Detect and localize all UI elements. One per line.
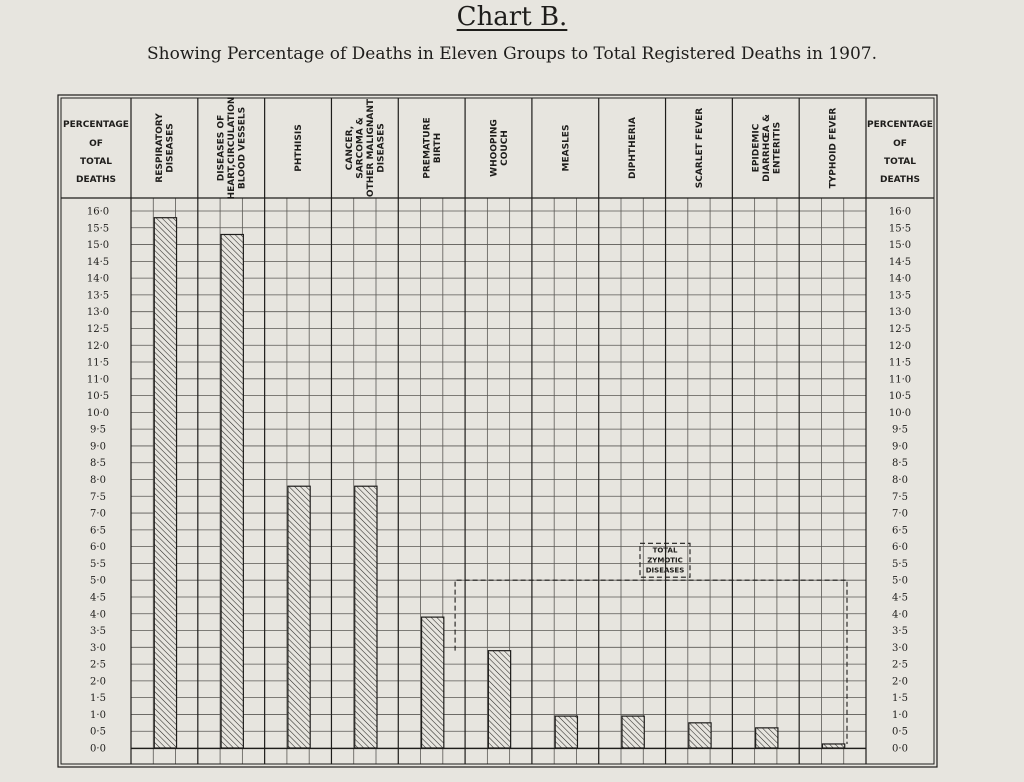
category-label-2-3: BLOOD VESSELS bbox=[237, 106, 248, 190]
tick-right-28: 14·0 bbox=[888, 273, 912, 285]
tick-left-32: 16·0 bbox=[86, 206, 110, 218]
tick-left-16: 8·0 bbox=[90, 475, 106, 486]
bar-5 bbox=[422, 617, 444, 748]
tick-right-25: 12·5 bbox=[888, 323, 912, 335]
category-label-10-3: ENTERITIS bbox=[772, 121, 783, 175]
bar-10 bbox=[756, 728, 778, 748]
bar-2 bbox=[221, 234, 243, 748]
tick-left-1: 0·5 bbox=[90, 726, 106, 738]
tick-left-3: 1·5 bbox=[90, 693, 106, 705]
tick-left-26: 13·0 bbox=[86, 307, 110, 319]
tick-right-12: 6·0 bbox=[892, 542, 908, 554]
tick-left-29: 14·5 bbox=[86, 256, 110, 268]
category-label-9-1: SCARLET FEVER bbox=[694, 107, 705, 189]
tick-right-3: 1·5 bbox=[892, 693, 908, 705]
tick-right-0: 0·0 bbox=[892, 743, 908, 755]
tick-left-17: 8·5 bbox=[90, 458, 106, 470]
tick-left-2: 1·0 bbox=[90, 709, 106, 721]
axis-header-left-2: OF bbox=[89, 139, 103, 149]
tick-left-12: 6·0 bbox=[90, 542, 106, 554]
tick-right-4: 2·0 bbox=[892, 676, 908, 688]
tick-left-13: 6·5 bbox=[90, 525, 106, 537]
category-label-10-2: DIARRHŒA & bbox=[761, 114, 772, 182]
tick-left-14: 7·0 bbox=[90, 508, 106, 520]
tick-right-16: 8·0 bbox=[892, 475, 908, 486]
tick-left-15: 7·5 bbox=[90, 491, 106, 503]
bar-11 bbox=[822, 744, 844, 748]
category-label-8-1: DIPHTHERIA bbox=[628, 116, 639, 180]
tick-right-30: 15·0 bbox=[888, 240, 912, 252]
tick-right-20: 10·0 bbox=[888, 407, 912, 419]
tick-right-26: 13·0 bbox=[888, 307, 912, 319]
tick-right-24: 12·0 bbox=[888, 340, 912, 352]
tick-right-15: 7·5 bbox=[892, 491, 908, 503]
category-label-5-2: BIRTH bbox=[432, 132, 443, 164]
tick-right-2: 1·0 bbox=[892, 709, 908, 721]
tick-right-29: 14·5 bbox=[888, 256, 912, 268]
tick-left-28: 14·0 bbox=[86, 273, 110, 285]
axis-header-right-2: OF bbox=[893, 139, 907, 149]
axis-header-left-1: PERCENTAGE bbox=[63, 120, 129, 130]
tick-right-23: 11·5 bbox=[888, 357, 912, 369]
zymotic-bracket bbox=[455, 580, 847, 744]
tick-left-4: 2·0 bbox=[90, 676, 106, 688]
zymotic-label-3: DISEASES bbox=[645, 566, 685, 575]
tick-right-31: 15·5 bbox=[888, 223, 912, 235]
category-label-6-2: COUCH bbox=[499, 130, 510, 166]
tick-left-9: 4·5 bbox=[90, 592, 106, 604]
tick-right-1: 0·5 bbox=[892, 726, 908, 738]
tick-left-5: 2·5 bbox=[90, 659, 106, 671]
category-label-6-1: WHOOPING bbox=[489, 119, 500, 177]
tick-left-19: 9·5 bbox=[90, 424, 106, 436]
category-label-4-1: CANCER, bbox=[345, 125, 356, 171]
tick-left-31: 15·5 bbox=[86, 223, 110, 235]
category-label-4-4: DISEASES bbox=[376, 123, 387, 173]
tick-right-32: 16·0 bbox=[888, 206, 912, 218]
tick-right-13: 6·5 bbox=[892, 525, 908, 537]
tick-right-22: 11·0 bbox=[888, 374, 912, 386]
chart-subtitle: Showing Percentage of Deaths in Eleven Groups to Total Registered Deaths in 1907. bbox=[146, 44, 878, 64]
tick-left-23: 11·5 bbox=[86, 357, 110, 369]
category-label-1-1: RESPIRATORY bbox=[155, 113, 166, 183]
category-label-7-1: MEASLES bbox=[561, 124, 572, 172]
tick-right-7: 3·5 bbox=[892, 626, 908, 638]
tick-left-21: 10·5 bbox=[86, 391, 110, 403]
tick-right-6: 3·0 bbox=[892, 642, 908, 654]
bar-9 bbox=[689, 723, 711, 748]
tick-right-11: 5·5 bbox=[892, 558, 908, 570]
category-label-10-1: EPIDEMIC bbox=[751, 123, 762, 173]
tick-right-8: 4·0 bbox=[892, 609, 908, 621]
bar-8 bbox=[622, 716, 644, 748]
category-label-1-2: DISEASES bbox=[165, 123, 176, 173]
axis-header-right-3: TOTAL bbox=[884, 157, 916, 167]
axis-header-left-4: DEATHS bbox=[75, 175, 117, 185]
tick-left-8: 4·0 bbox=[90, 609, 106, 621]
category-label-4-2: SARCOMA & bbox=[355, 117, 366, 179]
category-label-4-3: OTHER MALIGNANT bbox=[366, 98, 377, 198]
tick-right-9: 4·5 bbox=[892, 592, 908, 604]
zymotic-label-1: TOTAL bbox=[652, 546, 678, 555]
tick-right-5: 2·5 bbox=[892, 659, 908, 671]
category-label-3-1: PHTHISIS bbox=[294, 124, 305, 172]
tick-left-11: 5·5 bbox=[90, 558, 106, 570]
tick-left-6: 3·0 bbox=[90, 642, 106, 654]
tick-left-20: 10·0 bbox=[86, 407, 110, 419]
bar-6 bbox=[488, 651, 510, 748]
tick-left-7: 3·5 bbox=[90, 626, 106, 638]
tick-right-10: 5·0 bbox=[892, 575, 908, 587]
zymotic-label-2: ZYMOTIC bbox=[647, 556, 683, 565]
tick-right-17: 8·5 bbox=[892, 458, 908, 470]
tick-right-21: 10·5 bbox=[888, 391, 912, 403]
category-label-2-1: DISEASES OF bbox=[216, 114, 227, 182]
bar-4 bbox=[355, 486, 377, 748]
tick-left-27: 13·5 bbox=[86, 290, 110, 302]
bar-7 bbox=[555, 716, 577, 748]
tick-left-30: 15·0 bbox=[86, 240, 110, 252]
axis-header-left-3: TOTAL bbox=[80, 157, 112, 167]
tick-left-10: 5·0 bbox=[90, 575, 106, 587]
bar-3 bbox=[288, 486, 310, 748]
bar-1 bbox=[154, 218, 176, 748]
chart-title: Chart B. bbox=[456, 2, 568, 32]
category-label-11-1: TYPHOID FEVER bbox=[828, 107, 839, 189]
tick-right-14: 7·0 bbox=[892, 508, 908, 520]
tick-right-18: 9·0 bbox=[892, 441, 908, 453]
category-label-5-1: PREMATURE bbox=[422, 117, 433, 179]
tick-left-25: 12·5 bbox=[86, 323, 110, 335]
tick-left-18: 9·0 bbox=[90, 441, 106, 453]
axis-header-right-4: DEATHS bbox=[879, 175, 921, 185]
category-label-2-2: HEART,CIRCULATION bbox=[227, 96, 238, 200]
tick-right-19: 9·5 bbox=[892, 424, 908, 436]
tick-right-27: 13·5 bbox=[888, 290, 912, 302]
tick-left-22: 11·0 bbox=[86, 374, 110, 386]
axis-header-right-1: PERCENTAGE bbox=[867, 120, 933, 130]
tick-left-24: 12·0 bbox=[86, 340, 110, 352]
tick-left-0: 0·0 bbox=[90, 743, 106, 755]
